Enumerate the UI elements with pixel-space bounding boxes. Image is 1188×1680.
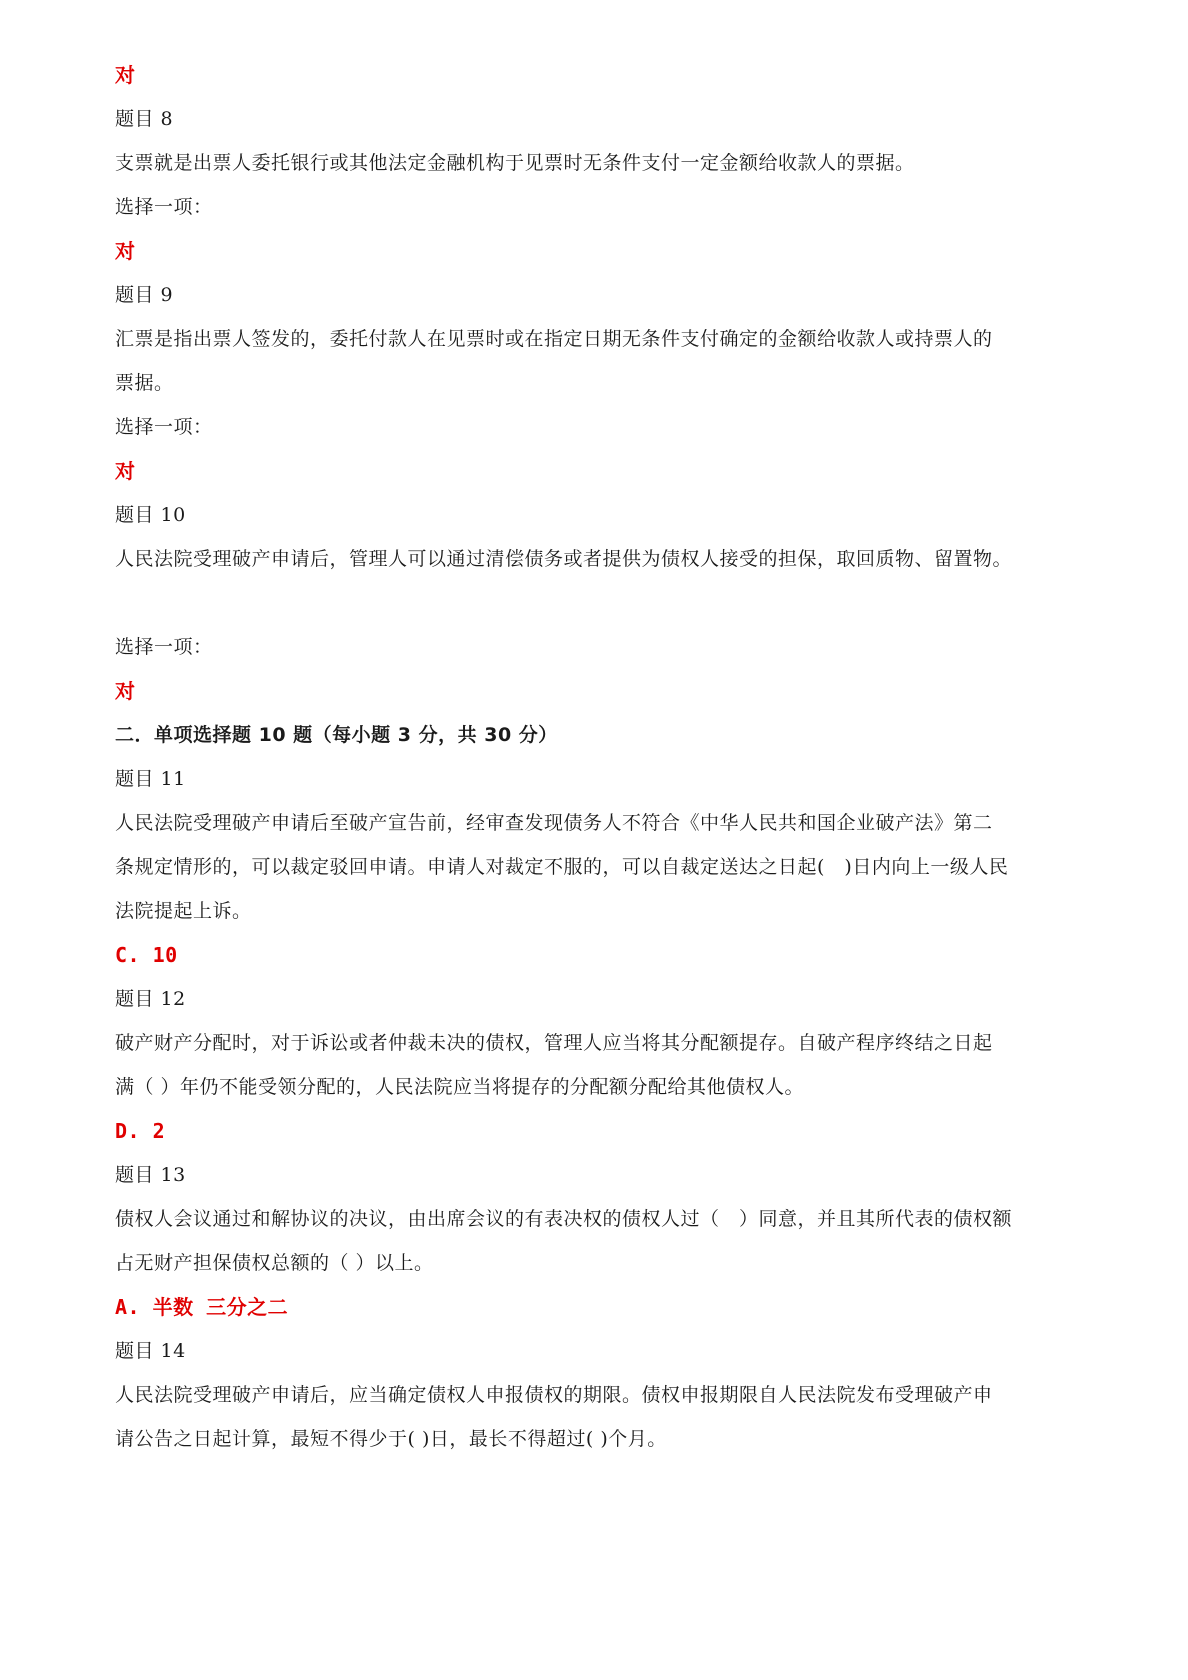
choose-one-prompt: 选择一项：: [115, 196, 213, 218]
answer-11: C. 10: [115, 943, 178, 967]
question-text-14-line-2: 请公告之日起计算，最短不得少于( )日，最长不得超过( )个月。: [115, 1428, 667, 1450]
question-label-8: 题目 8: [115, 108, 174, 130]
question-label-14: 题目 14: [115, 1340, 186, 1362]
question-text-13-line-1: 债权人会议通过和解协议的决议，由出席会议的有表决权的债权人过（ ）同意，并且其所代表的债权额: [115, 1208, 1013, 1230]
question-label-12: 题目 12: [115, 988, 186, 1010]
section-heading: 二．单项选择题 10 题（每小题 3 分，共 30 分）: [115, 724, 558, 746]
question-text-12-line-2: 满（ ）年仍不能受领分配的，人民法院应当将提存的分配额分配给其他债权人。: [115, 1076, 805, 1098]
question-label-11: 题目 11: [115, 768, 186, 790]
question-text-9-line-1: 汇票是指出票人签发的，委托付款人在见票时或在指定日期无条件支付确定的金额给收款人或持票人的: [115, 328, 993, 350]
question-text-12-line-1: 破产财产分配时，对于诉讼或者仲裁未决的债权，管理人应当将其分配额提存。自破产程序终结之日起: [115, 1032, 993, 1054]
choose-one-prompt: 选择一项：: [115, 416, 213, 438]
question-text-11-line-3: 法院提起上诉。: [115, 900, 252, 922]
question-label-13: 题目 13: [115, 1164, 186, 1186]
question-text-10: 人民法院受理破产申请后，管理人可以通过清偿债务或者提供为债权人接受的担保，取回质物、留置物。: [115, 548, 1013, 570]
question-text-9-line-2: 票据。: [115, 372, 174, 394]
question-label-9: 题目 9: [115, 284, 174, 306]
question-text-14-line-1: 人民法院受理破产申请后，应当确定债权人申报债权的期限。债权申报期限自人民法院发布受理破产申: [115, 1384, 993, 1406]
answer-correct: 对: [115, 239, 136, 263]
answer-correct: 对: [115, 679, 136, 703]
answer-correct: 对: [115, 459, 136, 483]
question-label-10: 题目 10: [115, 504, 186, 526]
choose-one-prompt: 选择一项：: [115, 636, 213, 658]
question-text-13-line-2: 占无财产担保债权总额的（ ）以上。: [115, 1252, 434, 1274]
answer-12: D. 2: [115, 1119, 166, 1143]
question-text-11-line-1: 人民法院受理破产申请后至破产宣告前，经审查发现债务人不符合《中华人民共和国企业破产法》第二: [115, 812, 993, 834]
question-text-8: 支票就是出票人委托银行或其他法定金融机构于见票时无条件支付一定金额给收款人的票据。: [115, 152, 915, 174]
answer-13: A. 半数 三分之二: [115, 1295, 289, 1319]
answer-correct: 对: [115, 63, 136, 87]
question-text-11-line-2: 条规定情形的，可以裁定驳回申请。申请人对裁定不服的，可以自裁定送达之日起( )日内向上一级人民: [115, 856, 1009, 878]
